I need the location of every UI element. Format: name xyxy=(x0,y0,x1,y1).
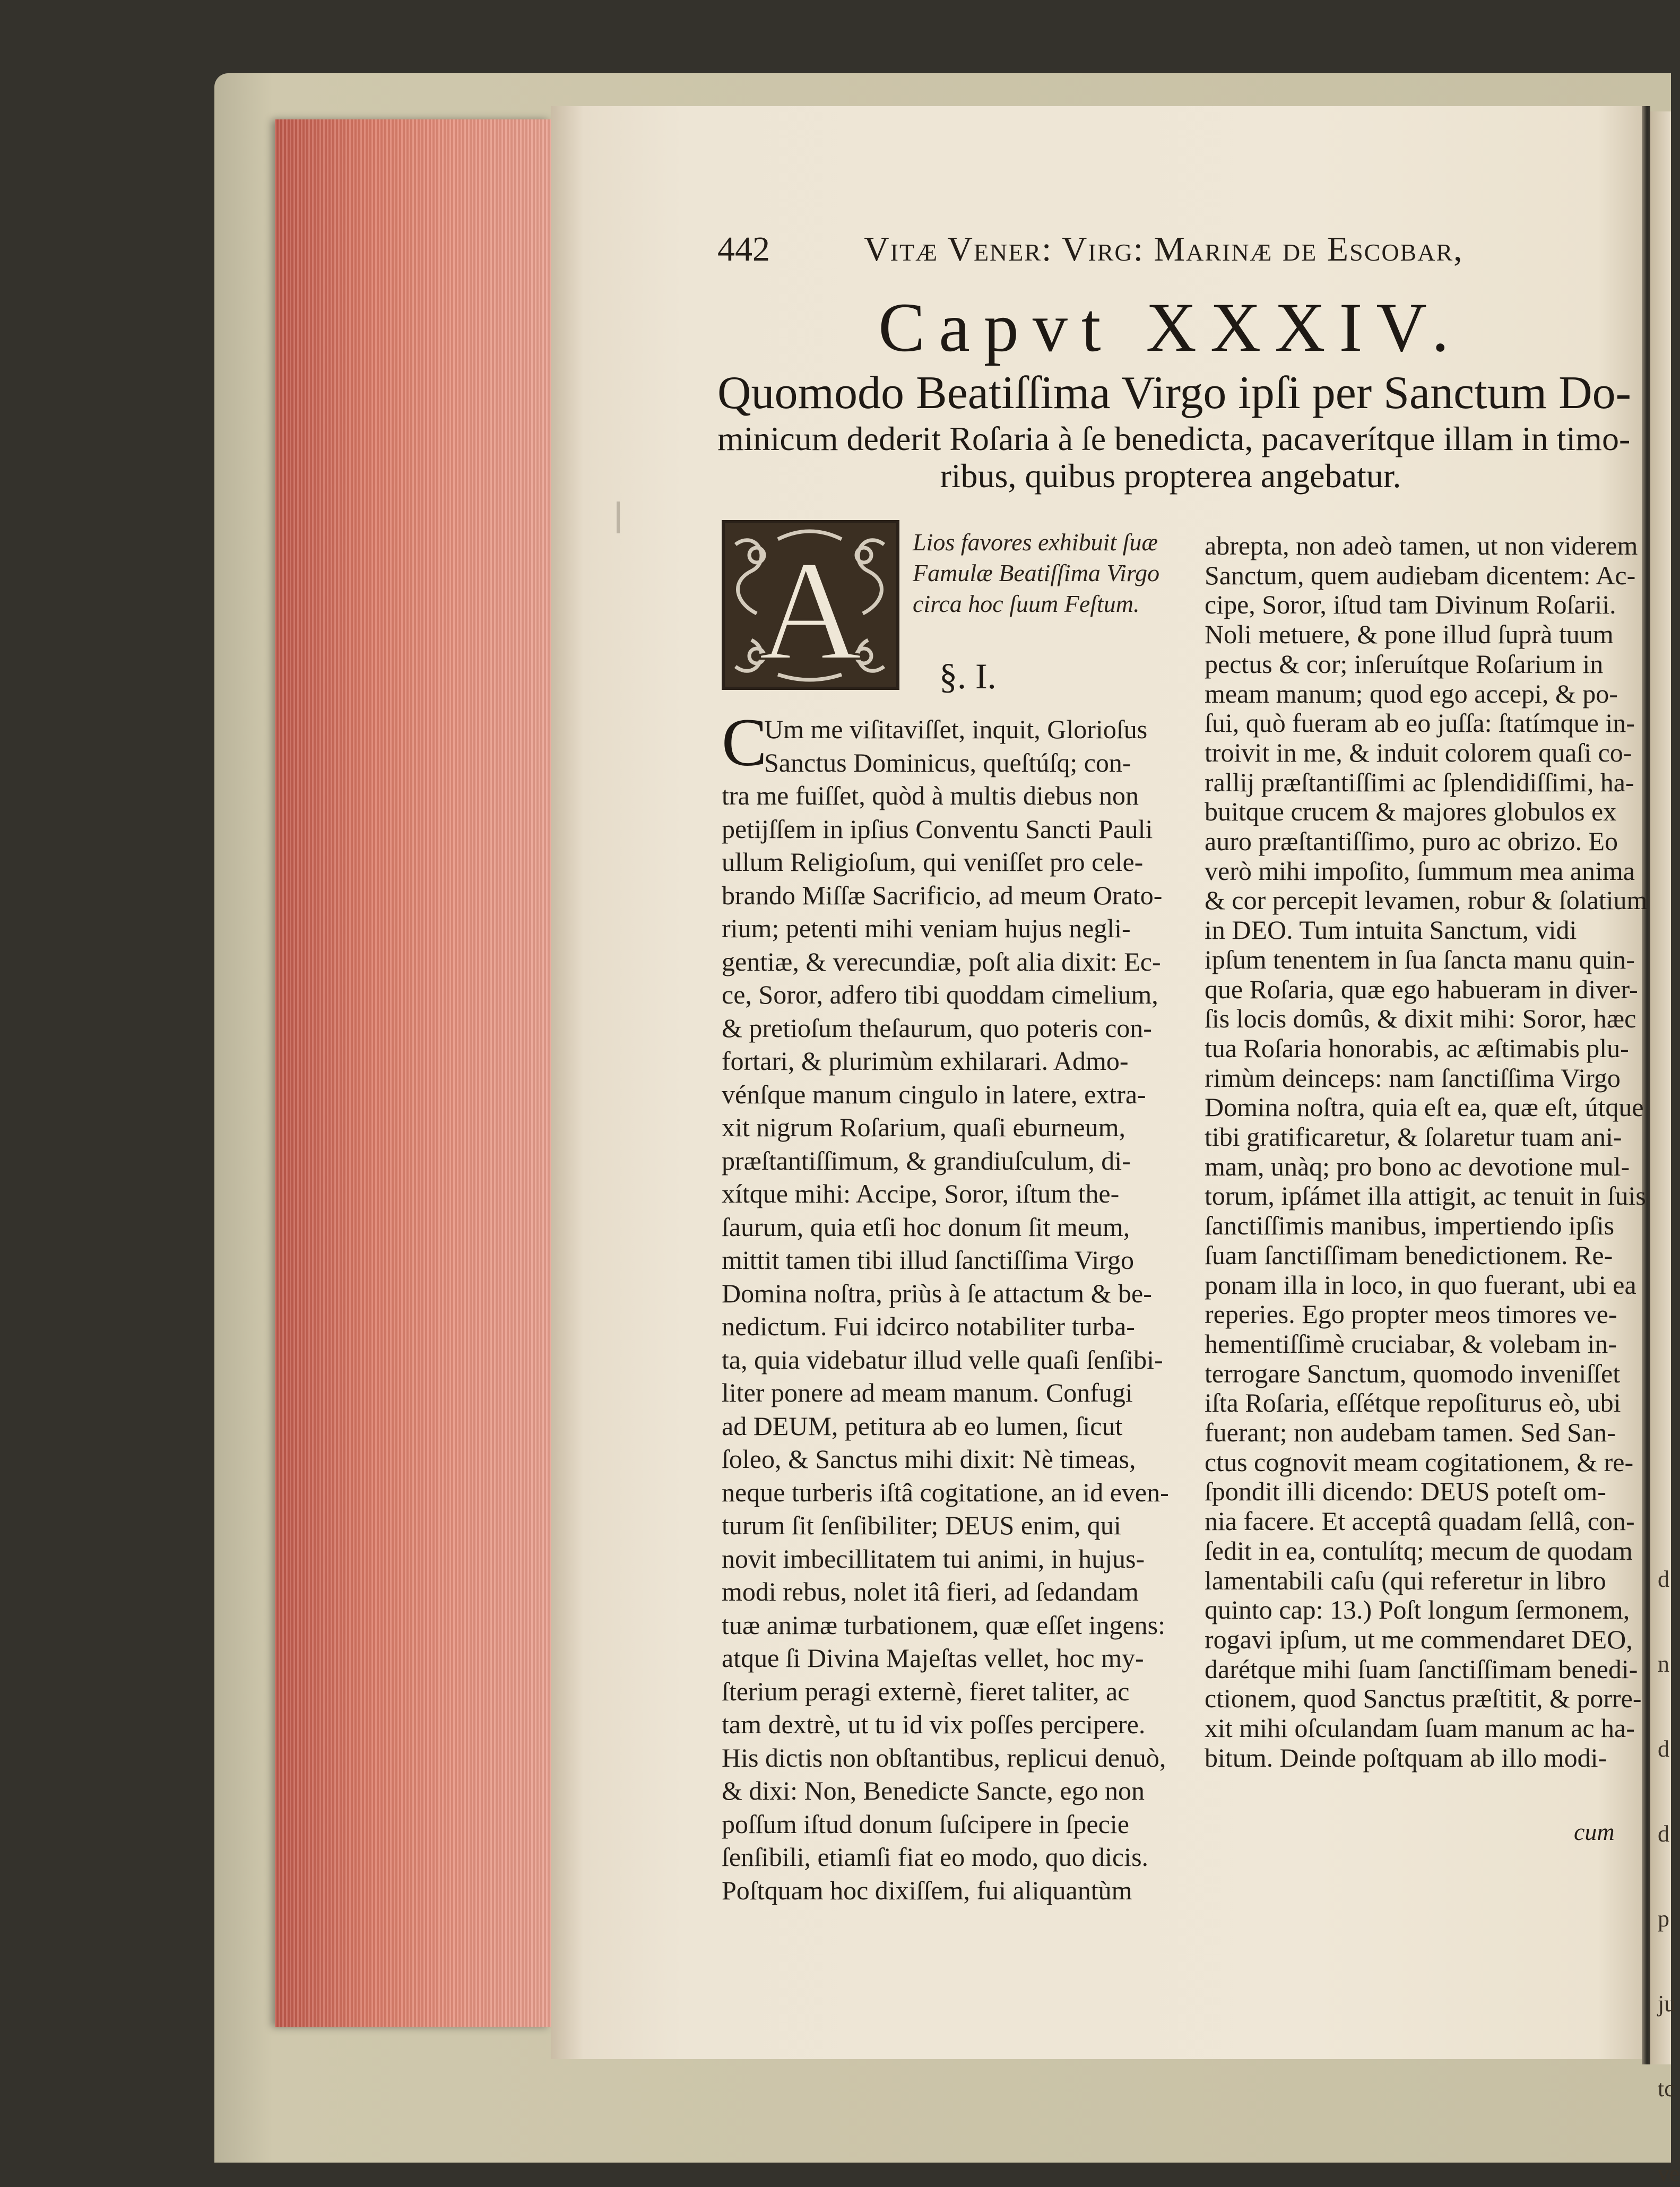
text-line: abrepta, non adeò tamen, ut non viderem xyxy=(1205,531,1638,560)
facing-page-fragment: d xyxy=(1658,1821,1669,1847)
text-line: Sanctus Dominicus, queſtúſq; con- xyxy=(764,747,1131,777)
text-line: Poſtquam hoc dixiſſem, fui aliquantùm xyxy=(722,1875,1132,1905)
text-line: mam, unàq; pro bono ac devotione mul- xyxy=(1205,1151,1630,1181)
text-line: iſta Roſaria, eſſétque repoſiturus eò, ubi xyxy=(1205,1388,1621,1418)
running-title: Vitæ Vener: Virg: Marinæ de Escobar, xyxy=(864,230,1463,269)
catchword: cum xyxy=(1574,1818,1615,1845)
text-line: tam dextrè, ut tu id vix poſſes percipere. xyxy=(722,1709,1146,1739)
intro-line-1: Lios favores exhibuit ſuæ xyxy=(913,529,1158,556)
text-line: torum, ipſámet illa attigit, ac tenuit in ſuis xyxy=(1205,1181,1646,1211)
text-line: lamentabili caſu (qui referetur in libro xyxy=(1205,1565,1606,1595)
text-line: Um me viſitaviſſet, inquit, Glorioſus xyxy=(764,714,1148,744)
text-line: & dixi: Non, Benedicte Sancte, ego non xyxy=(722,1776,1145,1805)
text-line: Sanctum, quem audiebam dicentem: Ac- xyxy=(1205,560,1636,590)
intro-line-2: Famulæ Beatiſſima Virgo xyxy=(913,559,1160,586)
text-line: quinto cap: 13.) Poſt longum ſermonem, xyxy=(1205,1595,1630,1625)
text-line: ſui, quò fueram ab eo juſſa: ſtatímque in- xyxy=(1205,708,1635,738)
text-line: darétque mihi ſuam ſanctiſſimam benedi- xyxy=(1205,1654,1638,1684)
intro-line-3: circa hoc ſuum Feſtum. xyxy=(913,590,1140,617)
text-line: rallij præſtantiſſimi ac ſplendidiſſimi, ha- xyxy=(1205,767,1634,797)
text-line: ſis locis domûs, & dixit mihi: Soror, hæc xyxy=(1205,1004,1636,1034)
text-line: mittit tamen tibi illud ſanctiſſima Virgo xyxy=(722,1245,1135,1275)
running-head xyxy=(717,229,1598,277)
text-line: troivit in me, & induit colorem quaſi co- xyxy=(1205,737,1632,767)
text-line: ce, Soror, adfero tibi quoddam cimelium, xyxy=(722,980,1158,1009)
text-line: rium; petenti mihi veniam hujus negli- xyxy=(722,913,1131,943)
text-line: rogavi ipſum, ut me commendaret DEO, xyxy=(1205,1624,1633,1654)
text-line: & pretioſum theſaurum, quo poteris con- xyxy=(722,1013,1152,1043)
text-line: ad DEUM, petitura ab eo lumen, ſicut xyxy=(722,1411,1123,1441)
text-line: Domina noſtra, priùs à ſe attactum & be- xyxy=(722,1278,1152,1308)
text-line: cipe, Soror, iſtud tam Divinum Roſarii. xyxy=(1205,590,1616,620)
text-line: atque ſi Divina Majeſtas vellet, hoc my- xyxy=(722,1643,1144,1673)
section-mark: §. I. xyxy=(939,656,997,696)
text-line: xit mihi oſculandam ſuam manum ac ha- xyxy=(1205,1713,1635,1743)
page-number: 442 xyxy=(717,230,770,269)
facing-page-fragment: ju xyxy=(1658,1991,1676,2017)
ornamental-initial xyxy=(722,520,899,690)
text-line: auro præſtantiſſimo, puro ac obrizo. Eo xyxy=(1205,826,1618,856)
text-line: ſenſibili, etiamſi fiat eo modo, quo dicis. xyxy=(722,1842,1149,1872)
text-line: xit nigrum Roſarium, quaſi eburneum, xyxy=(722,1112,1125,1142)
text-line: Domina noſtra, quia eſt ea, quæ eſt, útque xyxy=(1205,1092,1644,1122)
initial-letter-c: C xyxy=(722,705,767,780)
chapter-caption-line-2: minicum dederit Roſaria à ſe benedicta, pacaverítque illam in timo- xyxy=(717,420,1631,457)
facing-page-fragment: ve xyxy=(1658,2160,1680,2186)
text-line: neque turberis iſtâ cogitatione, an id even- xyxy=(722,1477,1169,1507)
dropcap-letter: A xyxy=(758,531,862,690)
facing-page-fragment: p xyxy=(1658,1906,1669,1932)
text-line: modi rebus, nolet itâ fieri, ad ſedandam xyxy=(722,1577,1139,1606)
text-line: ipſum tenentem in ſua ſancta manu quin- xyxy=(1205,944,1635,974)
text-line: vénſque manum cingulo in latere, extra- xyxy=(722,1079,1146,1109)
text-line: & cor percepit levamen, robur & ſolatium xyxy=(1205,885,1648,915)
text-line: liter ponere ad meam manum. Confugi xyxy=(722,1378,1133,1407)
foliage-ornament-icon xyxy=(725,523,896,690)
text-line: brando Miſſæ Sacrificio, ad meum Orato- xyxy=(722,880,1163,910)
text-line: gentiæ, & verecundiæ, poſt alia dixit: Ec- xyxy=(722,946,1161,976)
text-line: ſaurum, quia etſi hoc donum ſit meum, xyxy=(722,1212,1130,1242)
text-line: ſterium peragi externè, fieret taliter, ac xyxy=(722,1676,1130,1706)
text-line: verò mihi impoſito, ſummum mea anima xyxy=(1205,855,1635,886)
text-line: Noli metuere, & pone illud ſuprà tuum xyxy=(1205,619,1614,650)
text-line: poſſum iſtud donum ſuſcipere in ſpecie xyxy=(722,1809,1129,1839)
book-gutter xyxy=(1642,106,1650,2064)
text-line: hementiſſimè cruciabar, & volebam in- xyxy=(1205,1328,1617,1359)
text-line: rimùm deinceps: nam ſanctiſſima Virgo xyxy=(1205,1062,1621,1093)
text-line: novit imbecillitatem tui animi, in hujus- xyxy=(722,1543,1145,1574)
facing-page-fragment: n xyxy=(1658,1651,1669,1677)
text-line: ullum Religioſum, qui veniſſet pro cele- xyxy=(722,847,1144,877)
text-line: tra me fuiſſet, quòd à multis diebus non xyxy=(722,781,1139,810)
text-line: ſedit in ea, contulítq; mecum de quodam xyxy=(1205,1535,1633,1566)
facing-page-fragment: d xyxy=(1658,1566,1669,1592)
text-line: tuæ animæ turbationem, quæ eſſet ingens: xyxy=(722,1610,1166,1640)
text-line: buitque crucem & majores globulos ex xyxy=(1205,797,1617,827)
text-line: que Roſaria, quæ ego habueram in diver- xyxy=(1205,974,1638,1004)
text-line: terrogare Sanctum, quomodo inveniſſet xyxy=(1205,1358,1621,1388)
text-line: pectus & cor; inſeruítque Roſarium in xyxy=(1205,649,1604,679)
text-line: reperies. Ego propter meos timores ve- xyxy=(1205,1299,1617,1329)
text-line: ponam illa in loco, in quo fuerant, ubi ea xyxy=(1205,1269,1636,1300)
text-line: meam manum; quod ego accepi, & po- xyxy=(1205,678,1618,708)
text-line: nia facere. Et acceptâ quadam ſellâ, con- xyxy=(1205,1506,1635,1536)
text-line: præſtantiſſimum, & grandiuſculum, di- xyxy=(722,1145,1131,1175)
chapter-caption-line-3: ribus, quibus propterea angebatur. xyxy=(940,457,1401,495)
text-line: ſoleo, & Sanctus mihi dixit: Nè timeas, xyxy=(722,1444,1136,1474)
text-line: ctus cognovit meam cogitationem, & re- xyxy=(1205,1447,1634,1477)
text-line: ſpondit illi dicendo: DEUS poteſt om- xyxy=(1205,1476,1606,1507)
text-line: ſuam ſanctiſſimam benedictionem. Re- xyxy=(1205,1240,1613,1270)
facing-page-edge xyxy=(1650,111,1680,2186)
text-line: xítque mihi: Accipe, Soror, iſtum the- xyxy=(722,1179,1120,1208)
text-line: turum ſit ſenſibiliter; DEUS enim, qui xyxy=(722,1510,1121,1540)
text-line: ſanctiſſimis manibus, impertiendo ipſis xyxy=(1205,1211,1615,1241)
chapter-caption-line-1: Quomodo Beatiſſima Virgo ipſi per Sanctum Do- xyxy=(717,367,1631,419)
text-line: His dictis non obſtantibus, replicui denuò, xyxy=(722,1742,1166,1773)
text-line: nedictum. Fui idcirco notabiliter turba- xyxy=(722,1311,1135,1341)
text-line: petijſſem in ipſius Conventu Sancti Pauli xyxy=(722,814,1153,844)
text-line: fuerant; non audebam tamen. Sed San- xyxy=(1205,1417,1616,1447)
text-line: bitum. Deinde poſtquam ab illo modi- xyxy=(1205,1742,1607,1773)
facing-page-fragment: tc xyxy=(1658,2076,1675,2102)
stain-mark xyxy=(617,502,620,533)
text-line: ta, quia videbatur illud velle quaſi ſenſibi- xyxy=(722,1344,1163,1375)
chapter-title: Capvt XXXIV. xyxy=(878,288,1463,366)
text-line: fortari, & plurimùm exhilarari. Admo- xyxy=(722,1046,1129,1076)
text-line: tua Roſaria honorabis, ac æſtimabis plu- xyxy=(1205,1033,1629,1063)
text-line: tibi gratificaretur, & ſolaretur tuam ani- xyxy=(1205,1122,1622,1152)
facing-page-fragment: d xyxy=(1658,1736,1669,1762)
text-line: in DEO. Tum intuita Sanctum, vidi xyxy=(1205,915,1577,945)
red-page-edges xyxy=(275,119,551,2027)
text-line: ctionem, quod Sanctus præſtitit, & porre- xyxy=(1205,1683,1642,1714)
